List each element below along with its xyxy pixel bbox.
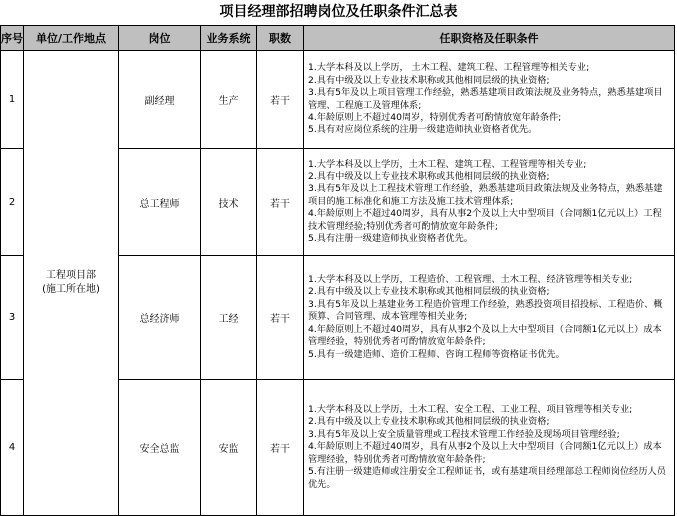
header-requirements: 任职资格及任职条件 (304, 26, 675, 51)
requirement-item: 3.具有5年及以上安全质量管理或工程技术管理工作经验及现场项目管理经验; (308, 428, 620, 440)
requirement-item: 3.具有5年及以上工程技术管理工作经验，熟悉基建项目政策法规及业务特点，熟悉基建项目的施工标准化和施工方法及施工技术管理体系; (308, 183, 663, 207)
requirement-item: 5.具有一级建造师、造价工程师、咨询工程师等资格证书优先。 (308, 348, 565, 360)
requirement-item: 1.大学本科及以上学历， 土木工程、建筑工程、工程管理等相关专业; (308, 62, 590, 74)
requirement-item: 1.大学本科及以上学历，土木工程、建筑工程、工程管理等相关专业; (308, 158, 587, 170)
table-row (1, 51, 675, 149)
seq-cell: 4 (1, 380, 24, 516)
table-header-row (1, 26, 675, 51)
requirement-item: 2.具有中级及以上专业技术职称或其他相同层级的执业资格; (308, 286, 550, 298)
system-cell: 安监 (201, 380, 257, 516)
system-cell: 工经 (201, 256, 257, 380)
header-system: 业务系统 (201, 26, 257, 51)
unit-line-1: 工程项目部 (46, 270, 96, 281)
requirement-item: 5.具有对应岗位系统的注册一级建造师执业资格者优先。 (308, 124, 538, 136)
header-unit: 单位/工作地点 (24, 26, 119, 51)
system-cell: 技术 (201, 149, 257, 256)
seq-cell: 2 (1, 149, 24, 256)
requirement-item: 3.具有5年及以上项目管理工作经验，熟悉基建项目政策法规及业务特点，熟悉基建项目管理、工程施工及管理体系; (308, 87, 663, 111)
requirements-cell (304, 256, 675, 380)
header-count: 职数 (257, 26, 304, 51)
requirements-cell (304, 149, 675, 256)
requirement-item: 2.具有中级及以上专业技术职称或其他相同层级的执业资格; (308, 170, 550, 182)
position-cell: 总经济师 (119, 256, 201, 380)
unit-line-2: (施工所在地) (42, 284, 100, 295)
requirement-item: 1.大学本科及以上学历，工程造价、工程管理、土木工程、经济管理等相关专业; (308, 274, 633, 286)
requirement-item: 4.年龄原则上不超过40周岁，特别优秀者可酌情放宽年龄条件; (308, 111, 562, 123)
requirement-item: 1.大学本科及以上学历，土木工程、安全工程、工业工程、项目管理等相关专业; (308, 404, 633, 416)
requirements-cell (304, 380, 675, 516)
requirements-cell (304, 51, 675, 149)
position-cell: 副经理 (119, 51, 201, 149)
unit-cell (24, 51, 119, 516)
header-position: 岗位 (119, 26, 201, 51)
position-cell: 安全总监 (119, 380, 201, 516)
requirement-item: 3.具有5年及以上基建业务工程造价管理工作经验，熟悉投资项目招投标、工程造价、概预算、合同管理、成本管理等相关业务; (308, 298, 663, 323)
header-seq: 序号 (1, 26, 24, 51)
recruitment-table (0, 25, 675, 516)
document-title: 项目经理部招聘岗位及任职条件汇总表 (219, 4, 458, 20)
count-cell: 若干 (257, 51, 304, 149)
count-cell: 若干 (257, 380, 304, 516)
requirement-item: 4.年龄原则上不超过40周岁，具有从事2个及以上大中型项目（合同额1亿元以上）成本管理经验，特别优秀者可酌情放宽年龄条件; (308, 323, 662, 348)
requirement-item: 4.年龄原则上不超过40周岁，具有从事2个及以上大中型项目（合同额1亿元以上）工程技术管理经验;特别优秀者可酌情放宽年龄条件; (308, 208, 662, 232)
count-cell: 若干 (257, 256, 304, 380)
requirement-item: 4.年龄原则上不超过40周岁，具有从事2个及以上大中型项目（合同额1亿元以上）成本管理经验，特别优秀者可酌情放宽年龄条件; (308, 441, 662, 465)
requirement-item: 2.具有中级及以上专业技术职称或其他相同层级的执业资格; (308, 74, 550, 86)
count-cell: 若干 (257, 149, 304, 256)
requirement-item: 5.具有注册一级建造师执业资格者优先。 (308, 233, 473, 245)
requirement-item: 5.有注册一级建造师或注册安全工程师证书，或有基建项目经理部总工程师岗位经历人员优先。 (308, 466, 666, 490)
requirement-item: 2.具有中级及以上专业技术职称或其他相同层级的执业资格; (308, 416, 550, 428)
seq-cell: 3 (1, 256, 24, 380)
system-cell: 生产 (201, 51, 257, 149)
seq-cell: 1 (1, 51, 24, 149)
position-cell: 总工程师 (119, 149, 201, 256)
